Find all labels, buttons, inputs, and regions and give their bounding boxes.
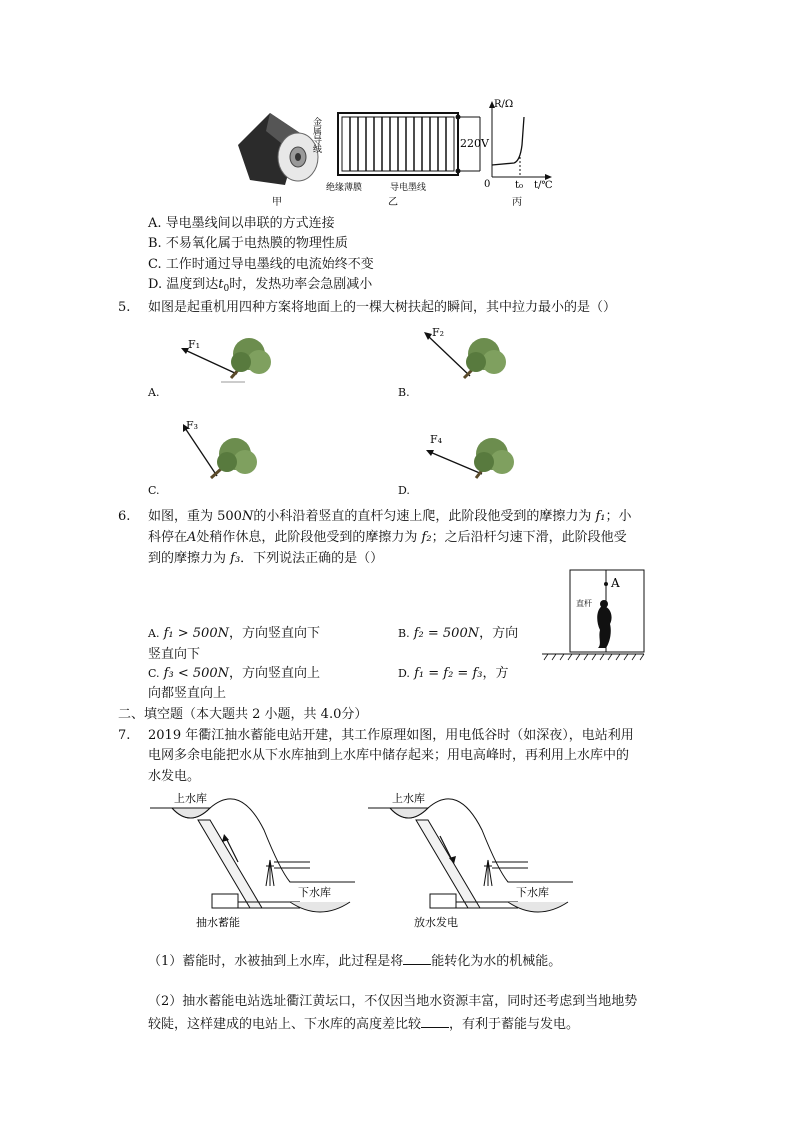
q4-option-b: B. 不易氧化属于电热膜的物理性质 (148, 236, 348, 251)
q5-f2-label: F₂ (432, 326, 445, 339)
q5-f1-label: F₁ (188, 338, 201, 351)
power-tower-icon (484, 860, 492, 886)
q5-f3-label: F₃ (186, 419, 199, 432)
blank-1[interactable] (403, 950, 431, 965)
q6-option-b-cont: 竖直向下 (148, 647, 201, 662)
q6-line-1: 如图，重为 500N的小科沿着竖直的直杆匀速上爬，此阶段他受到的摩擦力为 f₁；小 (148, 509, 632, 524)
power-tower-icon (266, 860, 274, 886)
q6-line-3: 到的摩擦力为 f₃．下列说法正确的是（） (148, 551, 384, 566)
q6-option-c: C. f₃ < 500N，方向竖直向上 (148, 666, 321, 681)
tree-icon (464, 338, 506, 378)
tree-icon (474, 438, 514, 478)
climber-figure (597, 600, 611, 648)
origin-label: 0 (484, 179, 491, 190)
q6-option-b: B. f₂ = 500N，方向 (398, 626, 519, 641)
q6-figure-pole (540, 568, 645, 662)
r-t-graph (489, 101, 552, 180)
q5-option-c: C. (148, 484, 160, 497)
q7-sub-2-line-2: 较陡，这样建成的电站上、下水库的高度差比较 ，有利于蓄能与发电。 (148, 1013, 579, 1035)
fig-pole-label: 直杆 (576, 599, 592, 608)
label-film: 绝缘薄膜 (326, 183, 363, 193)
label-jia: 甲 (272, 197, 282, 208)
q4-option-a: A. 导电墨线间以串联的方式连接 (148, 216, 335, 231)
upper-reservoir-label: 上水库 (174, 792, 207, 805)
generate-label: 放水发电 (414, 916, 458, 929)
tree-icon (211, 438, 257, 478)
q7-line-2: 电网多余电能把水从下水库抽到上水库中储存起来；用电高峰时，再利用上水库中的 (148, 748, 630, 763)
fig-point-a: A (611, 576, 620, 590)
q5-stem: 如图是起重机用四种方案将地面上的一棵大树扶起的瞬间，其中拉力最小的是（） (148, 300, 617, 315)
film-roll-image (238, 113, 318, 185)
ink-lines (350, 117, 446, 171)
voltage-label: 220V (460, 137, 489, 150)
label-metal-wire: 金属导线 (311, 117, 321, 153)
label-yi: 乙 (388, 197, 398, 208)
q7-sub-2-line-1: （2）抽水蓄能电站选址衢江黄坛口，不仅因当地水资源丰富，同时还考虑到当地地势 (148, 994, 638, 1009)
lower-reservoir-label: 下水库 (516, 886, 549, 899)
q6-line-2: 科停在A处稍作休息，此阶段他受到的摩擦力为 f₂；之后沿杆匀速下滑，此阶段他受 (148, 530, 627, 545)
tree-icon (231, 338, 271, 378)
figure-heating-film (230, 95, 570, 215)
q6-option-d: D. f₁ = f₂ = f₃，方 (398, 666, 509, 681)
q7-line-3: 水发电。 (148, 769, 201, 784)
label-bing: 丙 (512, 197, 522, 208)
q7-figure-generating (368, 790, 573, 930)
q5-number: 5. (118, 300, 131, 315)
q4-option-c: C. 工作时通过导电墨线的电流始终不变 (148, 257, 374, 272)
blank-2[interactable] (421, 1013, 449, 1028)
lower-reservoir-label: 下水库 (298, 886, 331, 899)
q5-option-a: A. (148, 386, 160, 399)
q7-sub-1: （1）蓄能时，水被抽到上水库，此过程是将 能转化为水的机械能。 (148, 950, 561, 972)
q6-option-a: A. f₁ > 500N，方向竖直向下 (148, 626, 320, 641)
q7-figure-pumping (150, 790, 355, 930)
q5-option-b: B. (398, 386, 410, 399)
pump-storage-label: 抽水蓄能 (196, 916, 240, 929)
q5-f4-label: F₄ (430, 433, 443, 446)
label-ink: 导电墨线 (390, 183, 427, 193)
q7-line-1: 2019 年衢江抽水蓄能电站开建，其工作原理如图，用电低谷时（如深夜），电站利用 (148, 728, 634, 743)
t0-label: t₀ (515, 180, 524, 191)
upper-reservoir-label: 上水库 (392, 792, 425, 805)
section-2-heading: 二、填空题（本大题共 2 小题，共 4.0分） (118, 707, 368, 722)
q4-option-d: D. 温度到达$t_0$时，发热功率会急剧减小 (148, 277, 373, 294)
q7-number: 7. (118, 728, 131, 743)
r-axis-label: R/Ω (494, 99, 514, 110)
q6-option-d-cont: 向都竖直向上 (148, 686, 227, 701)
q5-option-d: D. (398, 484, 410, 497)
q6-number: 6. (118, 509, 131, 524)
t-axis-label: t/℃ (534, 180, 553, 191)
